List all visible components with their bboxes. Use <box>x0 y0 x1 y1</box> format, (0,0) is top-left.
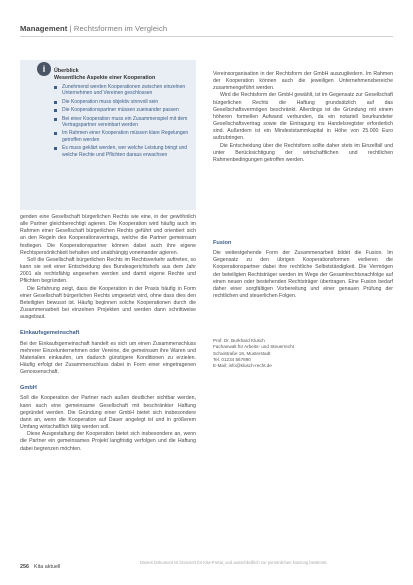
paragraph: Diese Ausgestaltung der Kooperation bietet sich insbesondere an, wenn die Partner ein gemeinsames Projekt langfristig verfolgen und die Haftung dabei begrenzen möchten. <box>20 431 196 452</box>
info-icon: i <box>37 62 51 76</box>
overview-subtitle: Wesentliche Aspekte einer Kooperation <box>54 75 156 81</box>
paragraph: Wird die Rechtsform der GmbH gewählt, ist im Gegensatz zur Gesellschaft bürgerlichen Rechts die Haftung grundsätzlich auf das Gesellschaftsvermögen beschränkt. Allerdings ist die Gründung mit einem höheren formellen Aufwand verbunden, da ein notariell beurkundeter Gesellschaftsvertrag sowie die Eintragung ins Handelsregister erforderlich sind. Außerdem ist ein Mindeststammkapital in Höhe von 25.000 Euro aufzubringen. <box>213 92 393 142</box>
overview-item: Die Kooperationspartner müssen zueinander passen <box>54 107 192 113</box>
author-line: E-Mail: info@klusch-recht.de <box>213 363 272 369</box>
overview-item: Zunehmend werden Kooperationen zwischen einzelnen Unternehmen und Vereinen geschlossen <box>54 84 192 97</box>
paragraph: Soll die Kooperation der Partner nach außen deutlicher sichtbar werden, kann auch eine gemeinsame Gesellschaft mit beschränkter Haftung gegründet werden. Die Gründung einer GmbH bietet sich insbesondere dann an, wenn die Kooperation auf Dauer angelegt ist und in größerem Umfang wirtschaftlich tätig werden soll. <box>20 395 196 431</box>
overview-item: Im Rahmen einer Kooperation müssen klare Regelungen getroffen werden <box>54 130 192 143</box>
section-heading: GmbH <box>20 385 37 392</box>
author-line: Prof. Dr. Burkhard Klusch <box>213 338 265 343</box>
overview-item: Bei einer Kooperation muss ein Zusammenspiel mit dem Vertragspartner vereinbart werden <box>54 116 192 129</box>
paragraph: Vereinsorganisation in der Rechtsform der GmbH auszugliedern. Im Rahmen der Kooperation können auch die jeweiligen Unternehmensbereiche zusammengeführt werden. <box>213 71 393 92</box>
paragraph: Bei der Einkaufsgemeinschaft handelt es sich um einen Zusammenschluss mehrerer Einzelunternehmen oder Vereine, die gemeinsam ihre Waren und Materialien einkaufen, um dadurch günstigere Konditionen zu erzielen. Häufig erfolgt der Zusammenschluss dabei in Form einer eingetragenen Genossenschaft. <box>20 340 196 376</box>
page-footer <box>20 564 60 570</box>
section-heading: Einkaufsgemeinschaft <box>20 330 80 337</box>
publication-name: Kita aktuell <box>34 564 61 570</box>
paragraph: Die Entscheidung über die Rechtsform sollte daher stets im Einzelfall und unter Berücksichtigung der wirtschaftlichen und rechtlichen Rahmenbedingungen getroffen werden. <box>213 142 393 163</box>
paragraph: Die Erfahrung zeigt, dass die Kooperation in der Praxis häufig in Form einer Gesellschaft bürgerlichen Rechts umgesetzt wird, ohne dass dies den Beteiligten bewusst ist. Häufig beginnen solche Kooperationen durch die Zusammenarbeit bei einzelnen Projekten und werden dann schrittweise ausgebaut. <box>20 285 196 321</box>
running-header <box>20 24 167 33</box>
overview-list <box>54 84 192 160</box>
paragraph: Die weitestgehende Form der Zusammenarbeit bildet die Fusion. Im Gegensatz zu den übrigen Kooperationsformen verlieren die Kooperationspartner dabei ihre rechtliche Selbstständigkeit. Die Vermögen der beteiligten Rechtsträger werden im Wege der Gesamtrechtsnachfolge auf einen neuen oder bestehenden Rechtsträger übertragen. Eine Fusion bedarf daher einer sorgfältigen Vorbereitung und einer genauen Prüfung der rechtlichen und steuerlichen Folgen. <box>213 250 393 300</box>
overview-item: Es muss geklärt werden, wer welche Leistung bringt und welche Rechte und Pflichten daraus erwachsen <box>54 145 192 158</box>
paragraph: Soll die Gesellschaft bürgerlichen Rechts im Rechtsverkehr auftreten, so kann sie seit einer Entscheidung des Bundesgerichtshofs aus dem Jahr 2001 als rechtsfähig angesehen werden und damit eigene Rechte und Pflichten begründen. <box>20 256 196 285</box>
header-separator: | <box>67 24 74 33</box>
right-column-top <box>213 71 393 164</box>
paragraph: genden eine Gesellschaft bürgerlichen Rechts wie eine, in der gewöhnlich alle Partner gleichberechtigt agieren. Die Kooperation wird häufig auch im Rahmen einer Gesellschaft bürgerlichen Rechts geführt und orientiert sich an den Regeln des Kooperationsvertrags, welche die Partner gemeinsam festlegen. Die Kooperationspartner können dabei auch ihre eigene Rechtspersönlichkeit behalten und unabhängig voneinander agieren. <box>20 214 196 256</box>
author-line: Tel. 01234 567890 <box>213 356 251 362</box>
license-note: Dieses Dokument ist lizenziert für Kita-Portal, und ausschließlich zur persönlichen Nutzung bestimmt. <box>140 560 328 565</box>
header-section: Management <box>20 24 68 33</box>
right-column-bottom <box>213 240 393 300</box>
header-divider <box>20 36 393 37</box>
section-heading: Fusion <box>213 240 232 246</box>
author-line: Schulstraße 16, Musterstadt <box>213 350 271 356</box>
left-column <box>20 214 196 453</box>
overview-title: Überblick <box>54 68 79 74</box>
page-number: 256 <box>20 564 29 570</box>
overview-item: Die Kooperation muss objektiv sinnvoll sein <box>54 99 192 105</box>
header-topic: Rechtsformen im Vergleich <box>73 24 168 33</box>
author-info <box>213 338 393 369</box>
author-line: Fachanwalt für Arbeits- und Steuerrecht <box>213 344 294 350</box>
